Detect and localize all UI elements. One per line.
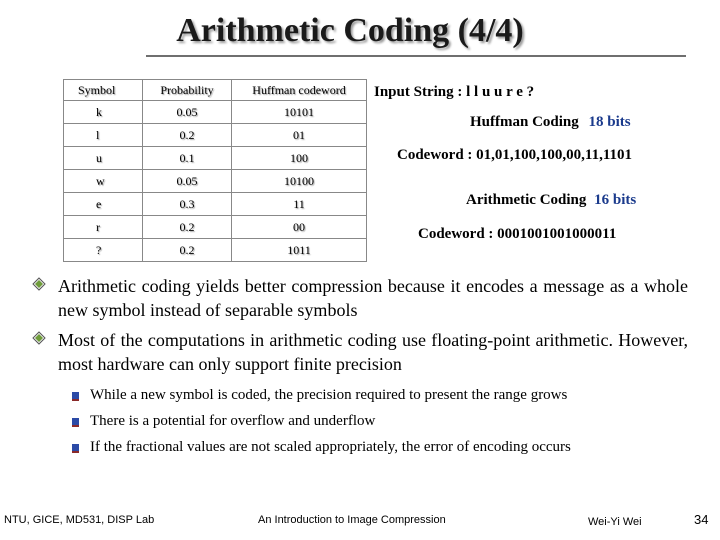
huffman-codeword: Codeword : 01,01,100,100,00,11,1101 — [397, 147, 633, 163]
codeword-cell: 01 — [232, 124, 367, 147]
bullet-item: Most of the computations in arithmetic coding use floating-point arithmetic. However, most hardware can only support finite precision — [32, 328, 688, 376]
symbol-cell: w — [64, 170, 143, 193]
bullet-list — [32, 274, 688, 460]
probability-cell: 0.3 — [143, 193, 232, 216]
codeword-cell: 10101 — [232, 101, 367, 124]
probability-cell: 0.05 — [143, 101, 232, 124]
footer-lab: NTU, GICE, MD531, DISP Lab — [4, 514, 155, 526]
symbol-cell: u — [64, 147, 143, 170]
table-row — [64, 147, 367, 170]
huffman-bits: 18 bits — [588, 114, 631, 130]
arithmetic-codeword: Codeword : 0001001001000011 — [418, 226, 617, 242]
table-header-row — [64, 80, 367, 101]
table-row — [64, 216, 367, 239]
codeword-cell: 00 — [232, 216, 367, 239]
square-bullet-icon — [72, 418, 79, 427]
symbol-cell: k — [64, 101, 143, 124]
probability-cell: 0.05 — [143, 170, 232, 193]
huffman-code-table — [63, 79, 367, 262]
symbol-cell: e — [64, 193, 143, 216]
square-bullet-icon — [72, 392, 79, 401]
arithmetic-coding-label: Arithmetic Coding 16 bits — [466, 192, 637, 208]
title-underline — [146, 55, 686, 57]
symbol-cell: r — [64, 216, 143, 239]
header-symbol: Symbol — [64, 80, 143, 101]
footer-course-title: An Introduction to Image Compression — [258, 514, 446, 526]
table-row — [64, 101, 367, 124]
bullet-item: Arithmetic coding yields better compression because it encodes a message as a whole new symbol instead of separable symbols — [32, 274, 688, 322]
sub-bullet-item: There is a potential for overflow and underflow — [32, 408, 688, 434]
page-number: 34 — [694, 512, 709, 527]
codeword-cell: 1011 — [232, 239, 367, 262]
codeword-cell: 100 — [232, 147, 367, 170]
sub-bullet-list — [32, 382, 688, 460]
probability-cell: 0.2 — [143, 124, 232, 147]
symbol-cell: l — [64, 124, 143, 147]
table-row — [64, 170, 367, 193]
footer-author: Wei-Yi Wei — [588, 516, 642, 528]
sub-bullet-item: While a new symbol is coded, the precision required to present the range grows — [32, 382, 688, 408]
table-row — [64, 193, 367, 216]
probability-cell: 0.1 — [143, 147, 232, 170]
sub-bullet-item: If the fractional values are not scaled appropriately, the error of encoding occurs — [32, 434, 688, 460]
bullet-marker-icon — [32, 331, 46, 345]
codeword-cell: 10100 — [232, 170, 367, 193]
probability-cell: 0.2 — [143, 216, 232, 239]
header-probability: Probability — [143, 80, 232, 101]
square-bullet-icon — [72, 444, 79, 453]
input-string: Input String : l l u u r e ? — [374, 84, 535, 100]
slide-title: Arithmetic Coding (4/4) — [176, 12, 524, 49]
symbol-cell: ? — [64, 239, 143, 262]
arithmetic-bits: 16 bits — [594, 192, 637, 208]
bullet-marker-icon — [32, 277, 46, 291]
huffman-coding-label: Huffman Coding 18 bits — [470, 114, 631, 130]
probability-cell: 0.2 — [143, 239, 232, 262]
codeword-cell: 11 — [232, 193, 367, 216]
table-row — [64, 239, 367, 262]
table-row — [64, 124, 367, 147]
header-huffman-codeword: Huffman codeword — [232, 80, 367, 101]
